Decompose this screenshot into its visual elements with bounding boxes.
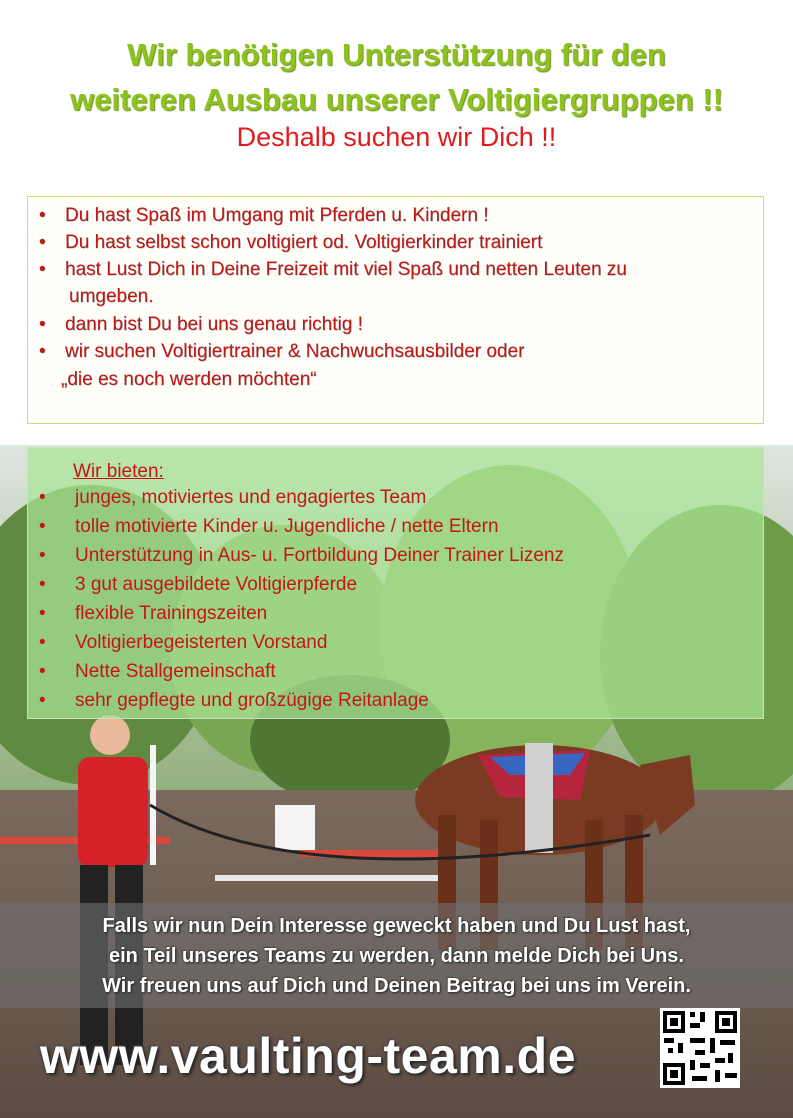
chair xyxy=(275,805,315,850)
cta-line-1: Falls wir nun Dein Interesse geweckt haben und Du Lust hast, xyxy=(102,915,691,937)
list-item-text: Du hast Spaß im Umgang mit Pferden u. Kindern ! xyxy=(65,205,489,226)
bullet: • xyxy=(39,661,46,682)
bullet: • xyxy=(39,516,46,537)
offer-heading: Wir bieten: xyxy=(73,461,164,482)
bullet: • xyxy=(39,259,46,280)
list-item-text: Unterstützung in Aus- u. Fortbildung Deiner Trainer Lizenz xyxy=(75,545,564,566)
bullet: • xyxy=(39,690,46,711)
bullet: • xyxy=(39,574,46,595)
list-item-text: „die es noch werden möchten“ xyxy=(61,369,317,390)
cta-line-2: ein Teil unseres Teams zu werden, dann melde Dich bei Uns. xyxy=(109,945,684,967)
list-item-text: flexible Trainingszeiten xyxy=(75,603,268,624)
bullet: • xyxy=(39,603,46,624)
trainer-head xyxy=(90,715,130,755)
bullet: • xyxy=(39,205,46,226)
list-item-text: 3 gut ausgebildete Voltigierpferde xyxy=(75,574,358,595)
qr-code-icon[interactable] xyxy=(660,1008,740,1088)
list-item-text: wir suchen Voltigiertrainer & Nachwuchsausbilder oder xyxy=(65,341,525,362)
ground-pole xyxy=(215,875,445,881)
headline-line-1: Wir benötigen Unterstützung für den xyxy=(127,37,666,72)
list-item-text: Nette Stallgemeinschaft xyxy=(75,661,276,682)
website-link[interactable]: www.vaulting-team.de xyxy=(40,1028,577,1084)
list-item-text: sehr gepflegte und großzügige Reitanlage xyxy=(75,690,429,711)
trainer-jacket xyxy=(78,757,148,867)
list-item-text: Voltigierbegeisterten Vorstand xyxy=(75,632,328,653)
subtitle: Deshalb suchen wir Dich !! xyxy=(236,122,557,152)
bullet: • xyxy=(39,232,46,253)
bullet: • xyxy=(39,487,46,508)
list-item-text: hast Lust Dich in Deine Freizeit mit viel Spaß und netten Leuten zu xyxy=(65,259,627,280)
list-item-text: tolle motivierte Kinder u. Jugendliche / nette Eltern xyxy=(75,516,499,537)
requirements-box xyxy=(27,196,764,424)
bullet: • xyxy=(39,341,46,362)
bullet: • xyxy=(39,545,46,566)
list-item-text: junges, motiviertes und engagiertes Team xyxy=(75,487,427,508)
offer-box xyxy=(27,447,764,719)
bullet: • xyxy=(39,632,46,653)
list-item-text: dann bist Du bei uns genau richtig ! xyxy=(65,314,363,335)
headline-line-2: weiteren Ausbau unserer Voltigiergruppen !! xyxy=(70,82,723,117)
vaulting-surcingle xyxy=(525,743,553,853)
list-item-text: Du hast selbst schon voltigiert od. Voltigierkinder trainiert xyxy=(65,232,543,253)
list-item-text: umgeben. xyxy=(69,286,154,307)
bullet: • xyxy=(39,314,46,335)
cta-line-3: Wir freuen uns auf Dich und Deinen Beitrag bei uns im Verein. xyxy=(102,975,691,997)
